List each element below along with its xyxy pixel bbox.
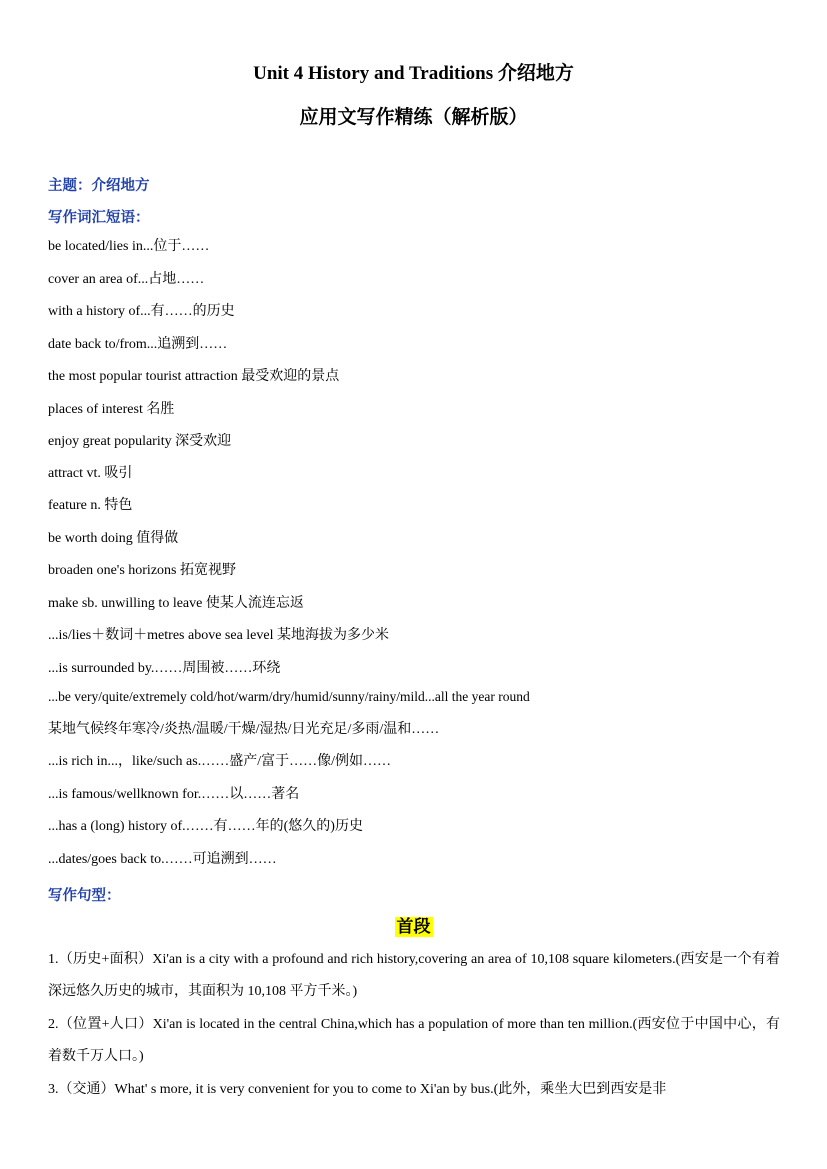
- vocab-item: places of interest 名胜: [48, 402, 175, 417]
- vocab-item: ...dates/goes back to.……可追溯到……: [48, 852, 277, 867]
- vocab-item: the most popular tourist attraction 最受欢迎的景点: [48, 369, 340, 384]
- document-title: Unit 4 History and Traditions 介绍地方: [253, 63, 574, 84]
- first-paragraph-label-text: 首段: [396, 917, 431, 937]
- vocab-item: ...has a (long) history of.……有……年的(悠久的)历史: [48, 819, 363, 834]
- theme-heading: 主题：介绍地方: [48, 178, 150, 194]
- sentence-item: 1.（历史+面积）Xi'an is a city with a profound and rich history,covering an area of 10,108 square kilometers.(西安是一个有着深远悠久历史的城市，其面积为 10,108 平方千米。): [48, 952, 780, 999]
- sentence-item: 3.（交通）What' s more, it is very convenient for you to come to Xi'an by bus.(此外，乘坐大巴到西安是非: [48, 1082, 667, 1097]
- vocab-item: attract vt. 吸引: [48, 466, 133, 481]
- vocab-item: date back to/from...追溯到……: [48, 337, 228, 352]
- vocab-item: ...is/lies＋数词＋metres above sea level 某地海拔为多少米: [48, 628, 389, 643]
- vocab-item: ...is rich in...，like/such as.……盛产/富于……像/例如……: [48, 754, 391, 769]
- sentence-item: 2.（位置+人口）Xi'an is located in the central China,which has a population of more than ten million.(西安位于中国中心，有着数千万人口。): [48, 1017, 780, 1064]
- vocab-item: ...is surrounded by.……周围被……环绕: [48, 661, 281, 676]
- vocab-item: broaden one's horizons 拓宽视野: [48, 563, 236, 578]
- vocab-item: cover an area of...占地……: [48, 272, 205, 287]
- document-subtitle: 应用文写作精练（解析版）: [299, 107, 528, 128]
- vocab-item: enjoy great popularity 深受欢迎: [48, 434, 232, 449]
- vocab-heading: 写作词汇短语：: [48, 210, 150, 226]
- vocab-item: ...is famous/wellknown for.……以……著名: [48, 787, 300, 802]
- vocab-item: be worth doing 值得做: [48, 531, 179, 546]
- first-paragraph-label: [0, 912, 827, 937]
- vocab-item: be located/lies in...位于……: [48, 239, 210, 254]
- vocab-item: make sb. unwilling to leave 使某人流连忘返: [48, 596, 304, 611]
- vocab-item: 某地气候终年寒冷/炎热/温暖/干燥/湿热/日光充足/多雨/温和……: [48, 722, 440, 737]
- vocab-item: feature n. 特色: [48, 498, 133, 513]
- vocab-item: ...be very/quite/extremely cold/hot/warm/dry/humid/sunny/rainy/mild...all the year round: [48, 689, 530, 704]
- sentence-heading: 写作句型：: [48, 888, 121, 904]
- vocab-item: with a history of...有……的历史: [48, 304, 235, 319]
